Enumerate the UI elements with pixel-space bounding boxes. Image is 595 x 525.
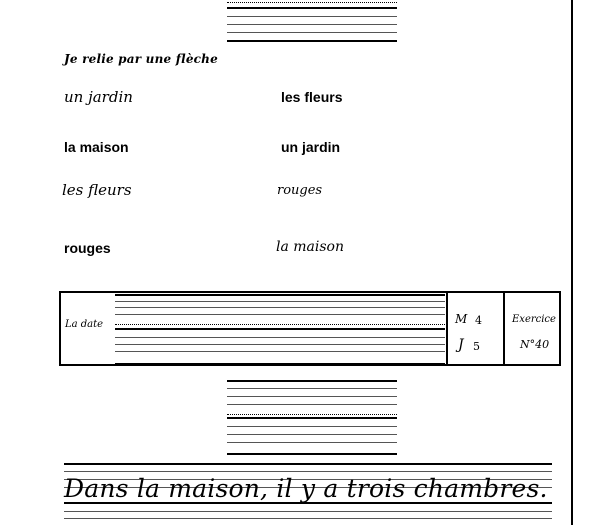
- date-writing-lines: [115, 293, 445, 366]
- date-box-separator-2: [503, 293, 505, 364]
- month-number: 4: [475, 314, 482, 327]
- day-number: 5: [473, 340, 480, 353]
- right-word-4: la maison: [276, 239, 345, 255]
- exercise-instruction: Je relie par une flèche: [64, 52, 218, 66]
- left-word-4: rouges: [64, 240, 111, 256]
- right-word-3: rouges: [277, 183, 323, 198]
- ruled-lines-top: [227, 0, 397, 44]
- date-box-separator-1: [446, 293, 448, 364]
- left-word-3: les fleurs: [62, 181, 132, 199]
- date-box: [59, 291, 561, 366]
- exercise-number: N°40: [520, 338, 550, 351]
- model-sentence: Dans la maison, il y a trois chambres.: [64, 474, 548, 503]
- ruled-lines-middle: [227, 378, 397, 458]
- date-label: La date: [65, 319, 104, 330]
- day-abbrev: J: [458, 337, 464, 353]
- right-word-1: les fleurs: [281, 89, 343, 105]
- month-abbrev: M: [455, 312, 468, 326]
- exercise-label: Exercice: [512, 314, 556, 325]
- right-word-2: un jardin: [281, 139, 341, 155]
- left-word-2: la maison: [64, 139, 129, 155]
- left-word-1: un jardin: [64, 88, 133, 106]
- page-margin-line: [571, 0, 573, 525]
